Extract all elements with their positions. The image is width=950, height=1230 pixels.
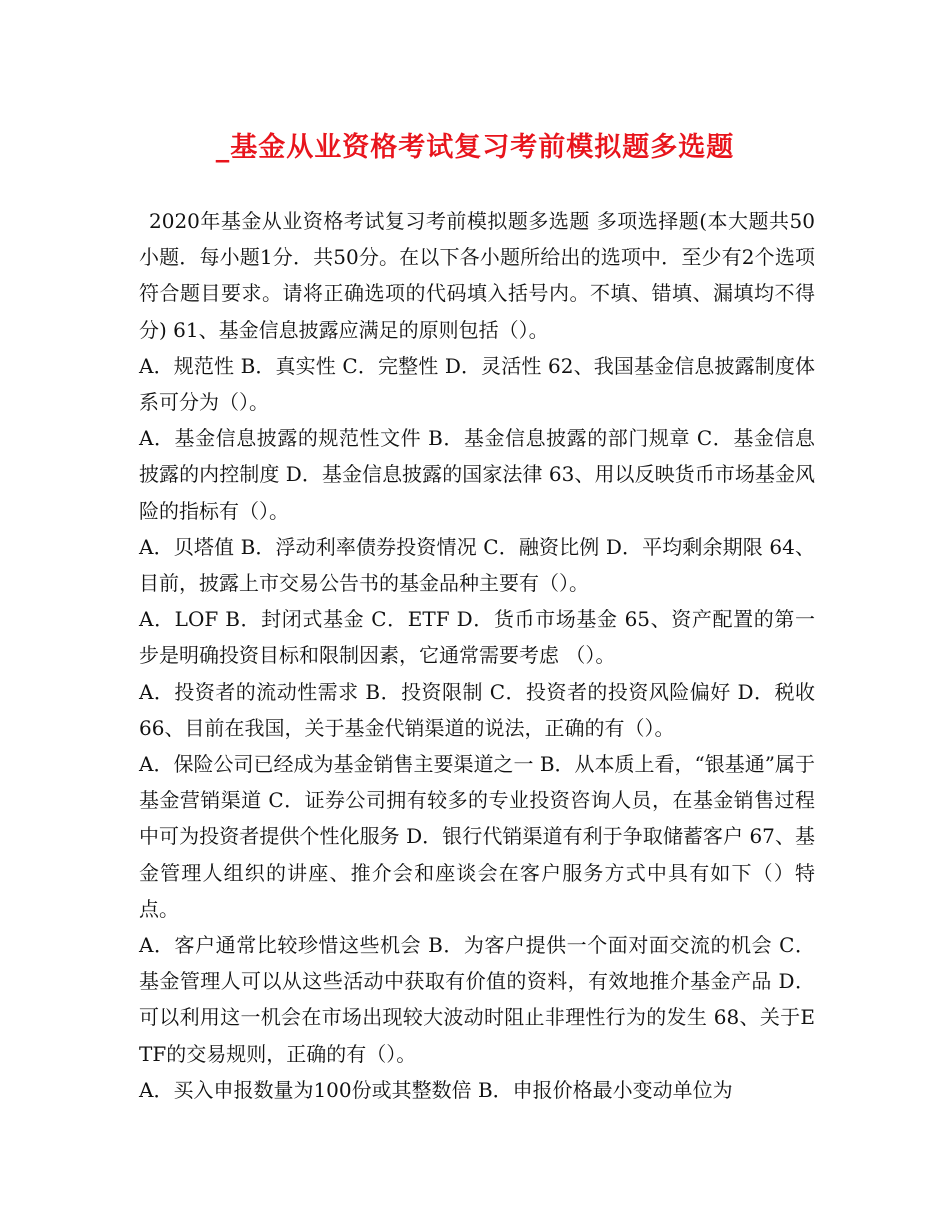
- paragraph-q67: A．保险公司已经成为基金销售主要渠道之一 B．从本质上看，“银基通”属于基金营销渠道 C．证券公司拥有较多的专业投资咨询人员，在基金销售过程中可为投资者提供个性化服务 D．银行代销渠道有利于争取储蓄客户 67、基金管理人组织的讲座、推介会和座谈会在客户服务方式中具有如下（）特点。: [139, 752, 815, 921]
- paragraph-q64: A．贝塔值 B．浮动利率债券投资情况 C．融资比例 D．平均剩余期限 64、目前，披露上市交易公告书的基金品种主要有（）。: [139, 534, 815, 596]
- paragraph-q66: A．投资者的流动性需求 B．投资限制 C．投资者的投资风险偏好 D．税收 66、目前在我国，关于基金代销渠道的说法，正确的有（）。: [139, 679, 815, 740]
- paragraph-q68-options: A．买入申报数量为100份或其整数倍 B．申报价格最小变动单位为: [139, 1077, 733, 1102]
- paragraph-q65: A．LOF B．封闭式基金 C．ETF D．货币市场基金 65、资产配置的第一步是明确投资目标和限制因素，它通常需要考虑 （）。: [139, 607, 815, 668]
- paragraph-q68: A．客户通常比较珍惜这些机会 B．为客户提供一个面对面交流的机会 C．基金管理人可以从这些活动中获取有价值的资料，有效地推介基金产品 D．可以利用这一机会在市场出现较大波动时阻止非理性行为的发生 68、关于ETF的交易规则，正确的有（）。: [139, 933, 815, 1066]
- paragraph-intro: 2020年基金从业资格考试复习考前模拟题多选题 多项选择题(本大题共50小题．每小题1分．共50分。在以下各小题所给出的选项中．至少有2个选项符合题目要求。请将正确选项的代码填入括号内。不填、错填、漏填均不得分) 61、基金信息披露应满足的原则包括（）。: [139, 209, 815, 342]
- document-title: _基金从业资格考试复习考前模拟题多选题: [215, 132, 735, 163]
- paragraph-q63: A．基金信息披露的规范性文件 B．基金信息披露的部门规章 C．基金信息披露的内控制度 D．基金信息披露的国家法律 63、用以反映货币市场基金风险的指标有（）。: [139, 426, 815, 523]
- document-body: [139, 203, 815, 1108]
- paragraph-q62: A．规范性 B．真实性 C．完整性 D．灵活性 62、我国基金信息披露制度体系可分为（）。: [139, 353, 815, 415]
